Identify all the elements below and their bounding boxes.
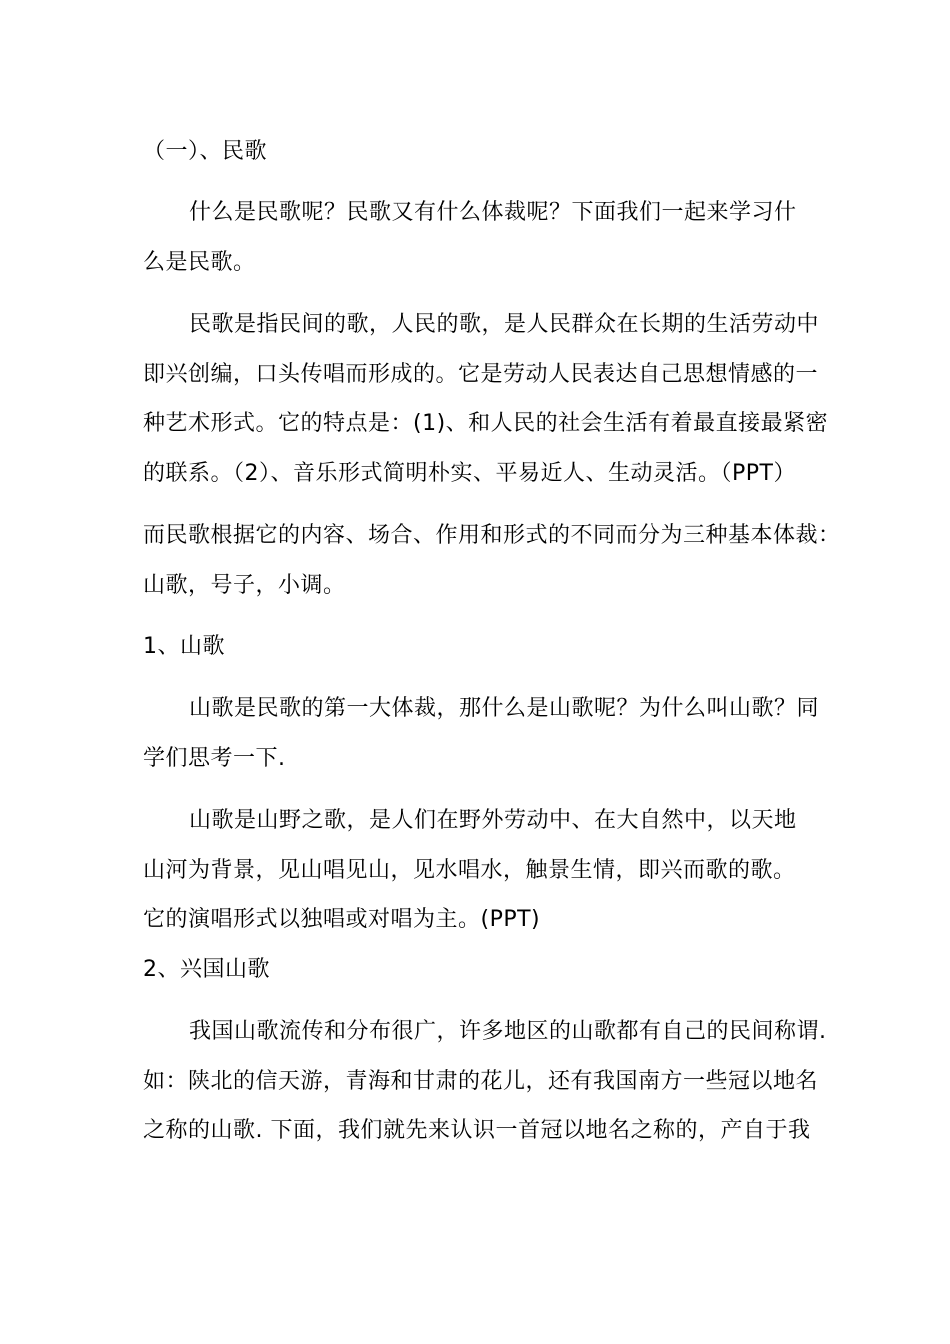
- subheading: 2、兴国山歌: [143, 957, 270, 982]
- paragraph-line: 学们思考一下.: [143, 746, 286, 771]
- paragraph-line: 什么是民歌呢？民歌又有什么体裁呢？下面我们一起来学习什: [189, 200, 797, 225]
- subheading: 1、山歌: [143, 634, 225, 659]
- paragraph-line: 么是民歌。: [143, 250, 256, 275]
- section-title: （一）、民歌: [143, 139, 268, 164]
- paragraph-line: 山歌是民歌的第一大体裁，那什么是山歌呢？为什么叫山歌？同: [189, 696, 820, 721]
- paragraph-line: 之称的山歌. 下面，我们就先来认识一首冠以地名之称的，产自于我: [143, 1118, 811, 1143]
- paragraph-line: 山歌是山野之歌，是人们在野外劳动中、在大自然中，以天地: [189, 808, 797, 833]
- paragraph-line: 我国山歌流传和分布很广，许多地区的山歌都有自己的民间称谓.: [189, 1019, 827, 1044]
- paragraph-line: 即兴创编，口头传唱而形成的。它是劳动人民表达自己思想情感的一: [143, 362, 819, 387]
- paragraph-line: 它的演唱形式以独唱或对唱为主。(PPT): [143, 907, 541, 932]
- paragraph-line: 山歌，号子，小调。: [143, 573, 346, 598]
- paragraph-line: 而民歌根据它的内容、场合、作用和形式的不同而分为三种基本体裁：: [143, 523, 841, 548]
- paragraph-line: 的联系。（2）、音乐形式简明朴实、平易近人、生动灵活。（PPT）: [143, 461, 796, 486]
- paragraph-line: 山河为背景，见山唱见山，见水唱水，触景生情，即兴而歌的歌。: [143, 858, 796, 883]
- paragraph-line: 如：陕北的信天游，青海和甘肃的花儿，还有我国南方一些冠以地名: [143, 1069, 819, 1094]
- paragraph-line: 民歌是指民间的歌，人民的歌，是人民群众在长期的生活劳动中: [189, 312, 820, 337]
- paragraph-line: 种艺术形式。它的特点是：(1)、和人民的社会生活有着最直接最紧密: [143, 411, 829, 436]
